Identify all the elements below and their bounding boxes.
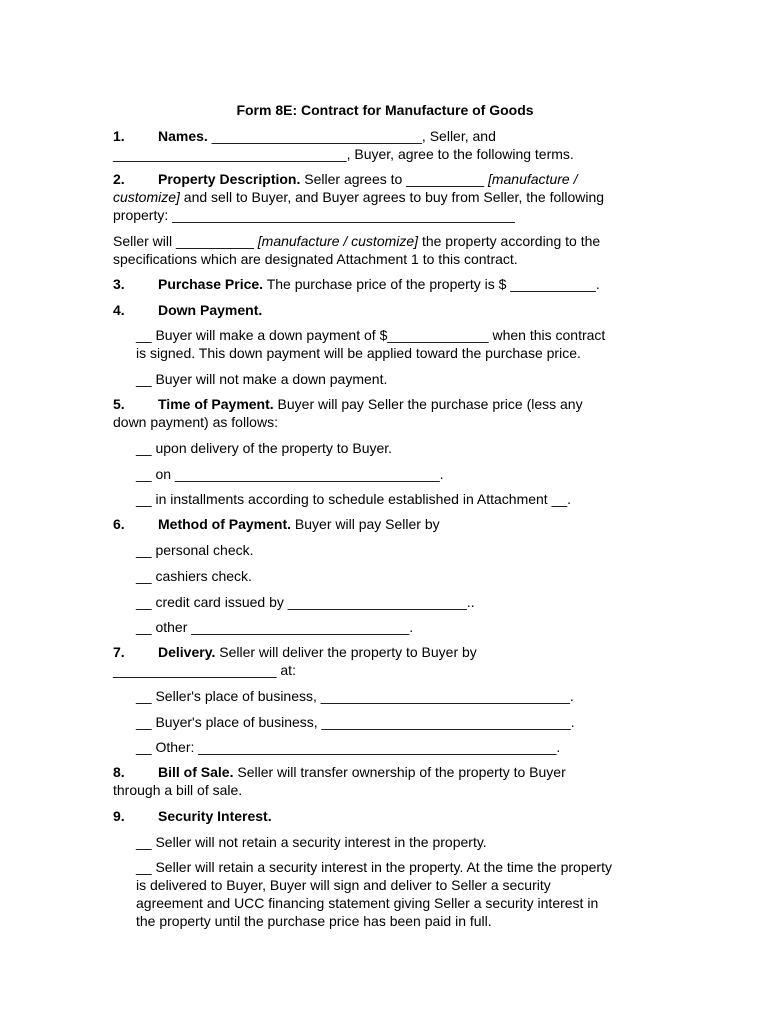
down-payment-option-1-line-1: __ Buyer will make a down payment of $_____________ when this contract bbox=[136, 327, 606, 343]
security-interest-option-2-line-2: is delivered to Buyer, Buyer will sign and deliver to Seller a security bbox=[136, 877, 551, 893]
section-1-line-1: 1. Names. ___________________________, Seller, and bbox=[113, 128, 496, 144]
section-9-heading-line bbox=[113, 807, 658, 825]
section-heading: Purchase Price. bbox=[158, 276, 264, 292]
payment-method-option-3: __ credit card issued by _______________________.. bbox=[136, 594, 475, 610]
section-7-line-2: _____________________ at: bbox=[113, 662, 296, 678]
time-of-payment-option-1: __ upon delivery of the property to Buyer. bbox=[136, 440, 393, 456]
section-heading: Method of Payment. bbox=[158, 516, 292, 532]
down-payment-option-1-line-2: is signed. This down payment will be applied toward the purchase price. bbox=[136, 345, 581, 361]
delivery-option-2: __ Buyer's place of business, ________________________________. bbox=[136, 714, 575, 730]
section-number: 2. bbox=[113, 171, 125, 187]
payment-method-option-1: __ personal check. bbox=[136, 542, 254, 558]
section-heading: Time of Payment. bbox=[158, 396, 274, 412]
section-heading: Delivery. bbox=[158, 644, 216, 660]
section-heading: Property Description. bbox=[158, 171, 301, 187]
payment-method-option-2: __ cashiers check. bbox=[136, 568, 252, 584]
section-8-line-1: 8. Bill of Sale. Seller will transfer ownership of the property to Buyer bbox=[113, 764, 566, 780]
section-number: 6. bbox=[113, 516, 125, 532]
section-6-line: 6. Method of Payment. Buyer will pay Seller by bbox=[113, 516, 440, 532]
section-heading: Down Payment. bbox=[158, 302, 263, 318]
security-interest-option-1: __ Seller will not retain a security interest in the property. bbox=[136, 834, 487, 850]
section-heading: Names. bbox=[158, 128, 208, 144]
section-3-line: 3. Purchase Price. The purchase price of the property is $ ___________. bbox=[113, 276, 600, 292]
time-of-payment-option-2: __ on __________________________________. bbox=[136, 466, 444, 482]
section-number: 1. bbox=[113, 128, 125, 144]
security-interest-option-2-line-4: the property until the purchase price has been paid in full. bbox=[136, 913, 492, 929]
section-2-line-1: 2. Property Description. Seller agrees to __________ [manufacture / bbox=[113, 171, 578, 187]
section-number: 5. bbox=[113, 396, 125, 412]
section-number: 4. bbox=[113, 302, 125, 318]
section-2b-line-2: specifications which are designated Attachment 1 to this contract. bbox=[113, 251, 518, 267]
section-8-line-2: through a bill of sale. bbox=[113, 782, 243, 798]
section-number: 9. bbox=[113, 808, 125, 824]
section-5-line-2: down payment) as follows: bbox=[113, 414, 278, 430]
section-4-heading-line bbox=[113, 301, 658, 319]
down-payment-option-2: __ Buyer will not make a down payment. bbox=[136, 371, 388, 387]
section-heading: Security Interest. bbox=[158, 808, 272, 824]
section-5-line-1: 5. Time of Payment. Buyer will pay Seller the purchase price (less any bbox=[113, 396, 583, 412]
section-1-line-2: ______________________________, Buyer, agree to the following terms. bbox=[113, 146, 574, 162]
time-of-payment-option-3: __ in installments according to schedule established in Attachment __. bbox=[136, 491, 572, 507]
payment-method-option-4: __ other ____________________________. bbox=[136, 619, 414, 635]
section-number: 7. bbox=[113, 644, 125, 660]
section-7-line-1: 7. Delivery. Seller will deliver the property to Buyer by bbox=[113, 644, 477, 660]
section-number: 8. bbox=[113, 764, 125, 780]
delivery-option-3: __ Other: ______________________________________________. bbox=[136, 739, 561, 755]
delivery-option-1: __ Seller's place of business, ________________________________. bbox=[136, 688, 574, 704]
section-heading: Bill of Sale. bbox=[158, 764, 234, 780]
section-number: 3. bbox=[113, 276, 125, 292]
section-2b-line-1: Seller will __________ [manufacture / customize] the property according to the bbox=[113, 233, 601, 249]
document-title: Form 8E: Contract for Manufacture of Goods bbox=[236, 102, 534, 118]
section-2-line-2: customize] and sell to Buyer, and Buyer agrees to buy from Seller, the following bbox=[113, 189, 605, 205]
security-interest-option-2-line-3: agreement and UCC financing statement giving Seller a security interest in bbox=[136, 895, 599, 911]
section-2-line-3: property: ____________________________________________ bbox=[113, 207, 515, 223]
security-interest-option-2-line-1: __ Seller will retain a security interest in the property. At the time the property bbox=[136, 859, 612, 875]
